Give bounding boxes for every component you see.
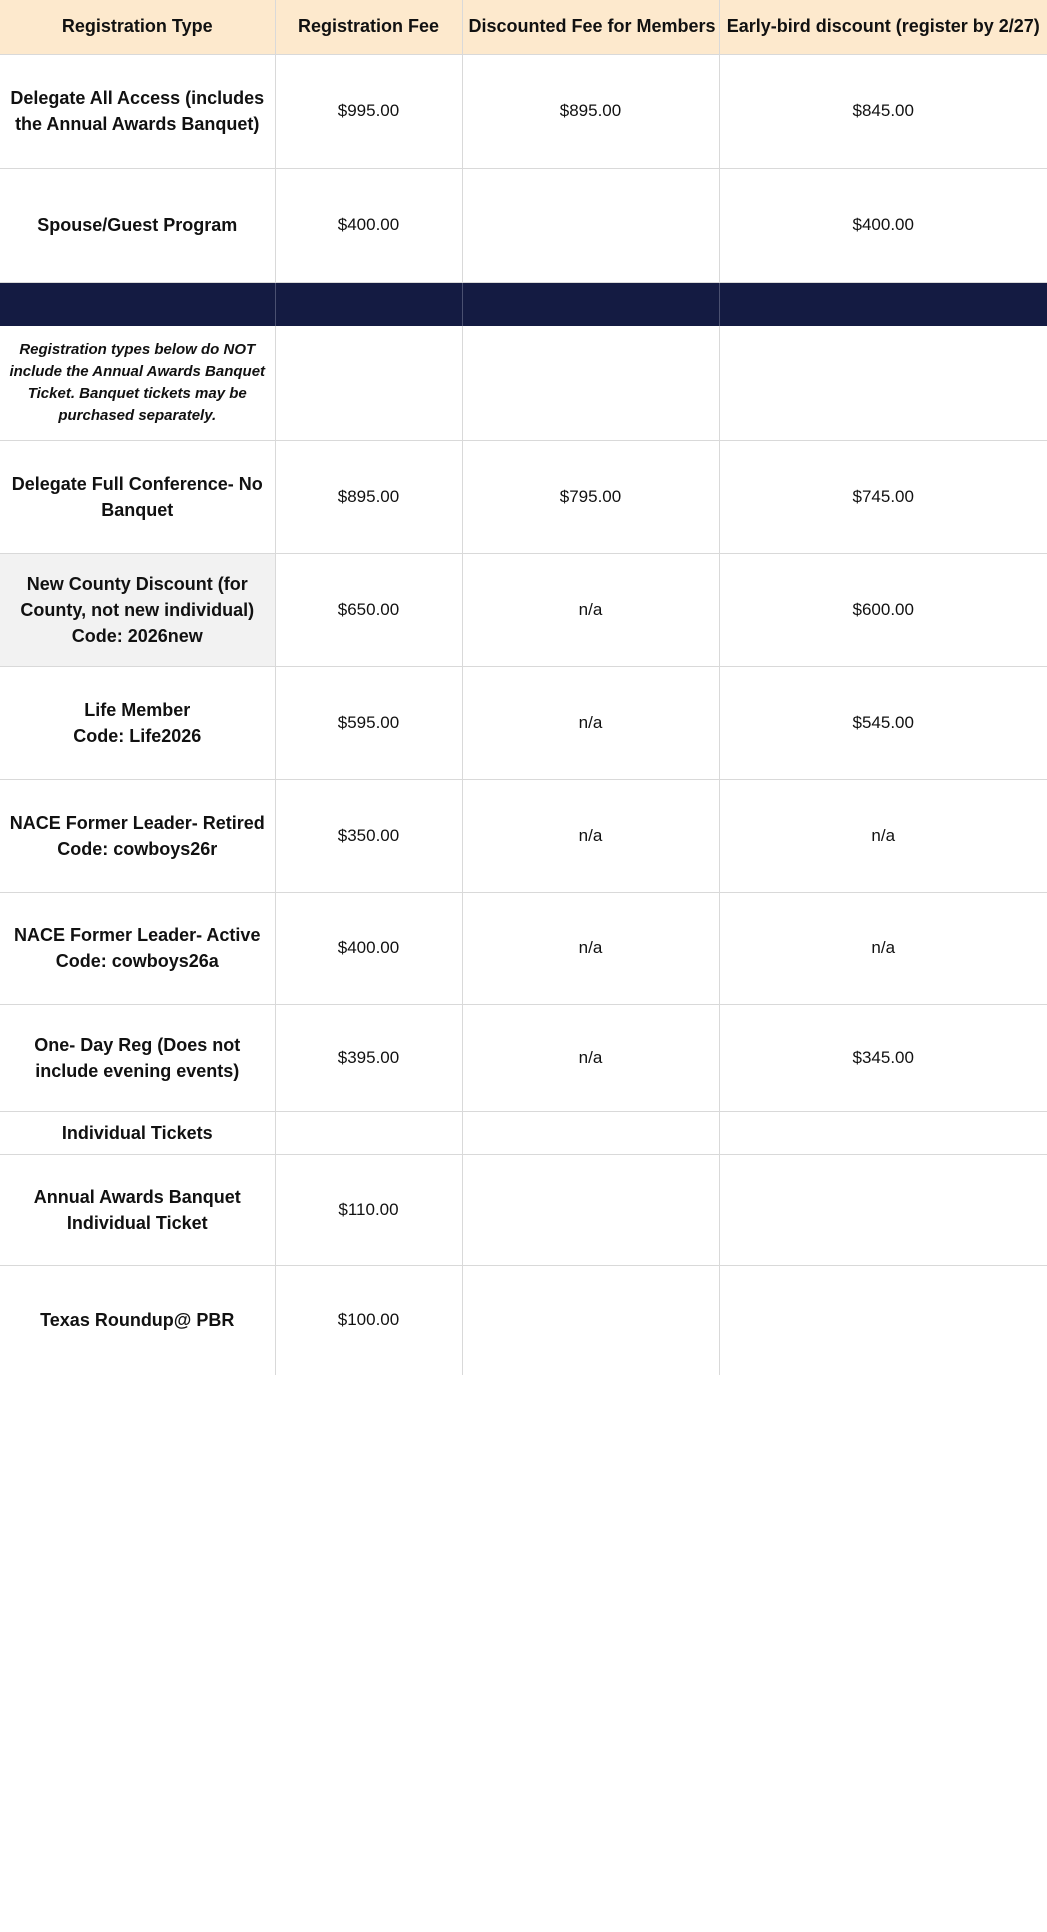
promo-code: Code: Life2026 (73, 725, 202, 746)
header-registration-fee: Registration Fee (275, 0, 462, 54)
registration-type: Texas Roundup@ PBR (0, 1265, 275, 1375)
early-bird-fee: $745.00 (719, 440, 1047, 553)
promo-code: Code: cowboys26r (57, 838, 218, 859)
table-row (0, 326, 1047, 440)
table-row (0, 168, 1047, 282)
registration-fee: $350.00 (275, 779, 462, 892)
table-row (0, 1154, 1047, 1265)
registration-fee: $995.00 (275, 54, 462, 168)
member-fee: $895.00 (462, 54, 719, 168)
early-bird-fee: $345.00 (719, 1004, 1047, 1111)
registration-fee: $400.00 (275, 892, 462, 1004)
member-fee: n/a (462, 892, 719, 1004)
registration-fee: $595.00 (275, 666, 462, 779)
section-heading-individual-tickets: Individual Tickets (0, 1111, 275, 1154)
table-row (0, 1004, 1047, 1111)
registration-fee: $650.00 (275, 553, 462, 666)
early-bird-fee: $845.00 (719, 54, 1047, 168)
early-bird-fee: $400.00 (719, 168, 1047, 282)
early-bird-fee: $545.00 (719, 666, 1047, 779)
registration-fee: $400.00 (275, 168, 462, 282)
table-row (0, 1111, 1047, 1154)
member-fee: n/a (462, 666, 719, 779)
registration-type (0, 892, 275, 1004)
table-row (0, 440, 1047, 553)
header-row (0, 0, 1047, 54)
header-registration-type: Registration Type (0, 0, 275, 54)
registration-type (0, 666, 275, 779)
registration-type-name: Life Member (84, 699, 191, 720)
header-early-bird: Early-bird discount (register by 2/27) (719, 0, 1047, 54)
registration-fee: $895.00 (275, 440, 462, 553)
registration-fee: $395.00 (275, 1004, 462, 1111)
member-fee: n/a (462, 1004, 719, 1111)
registration-type: One- Day Reg (Does not include evening events) (0, 1004, 275, 1111)
table-row (0, 54, 1047, 168)
registration-type-name: NACE Former Leader- Retired (9, 812, 265, 833)
registration-type: Delegate Full Conference- No Banquet (0, 440, 275, 553)
promo-code: Code: 2026new (71, 625, 203, 646)
early-bird-fee: n/a (719, 779, 1047, 892)
registration-fee: $100.00 (275, 1265, 462, 1375)
registration-type (0, 553, 275, 666)
registration-type: Spouse/Guest Program (0, 168, 275, 282)
table-row (0, 666, 1047, 779)
registration-type: Delegate All Access (includes the Annual Awards Banquet) (0, 54, 275, 168)
table-row (0, 1265, 1047, 1375)
member-fee (462, 168, 719, 282)
registration-type (0, 779, 275, 892)
promo-code: Code: cowboys26a (55, 951, 219, 971)
early-bird-fee: $600.00 (719, 553, 1047, 666)
table-row (0, 779, 1047, 892)
member-fee: n/a (462, 779, 719, 892)
early-bird-fee: n/a (719, 892, 1047, 1004)
registration-type-name: New County Discount (for County, not new individual) (20, 573, 255, 620)
section-divider-band (0, 282, 1047, 326)
member-fee: n/a (462, 553, 719, 666)
registration-fee: $110.00 (275, 1154, 462, 1265)
header-member-fee: Discounted Fee for Members (462, 0, 719, 54)
member-fee: $795.00 (462, 440, 719, 553)
table-row (0, 553, 1047, 666)
registration-type: Annual Awards Banquet Individual Ticket (0, 1154, 275, 1265)
banquet-exclusion-note: Registration types below do NOT include the Annual Awards Banquet Ticket. Banquet tickets may be purchased separately. (0, 326, 275, 440)
registration-type-name: NACE Former Leader- Active (14, 925, 261, 945)
table-row (0, 892, 1047, 1004)
